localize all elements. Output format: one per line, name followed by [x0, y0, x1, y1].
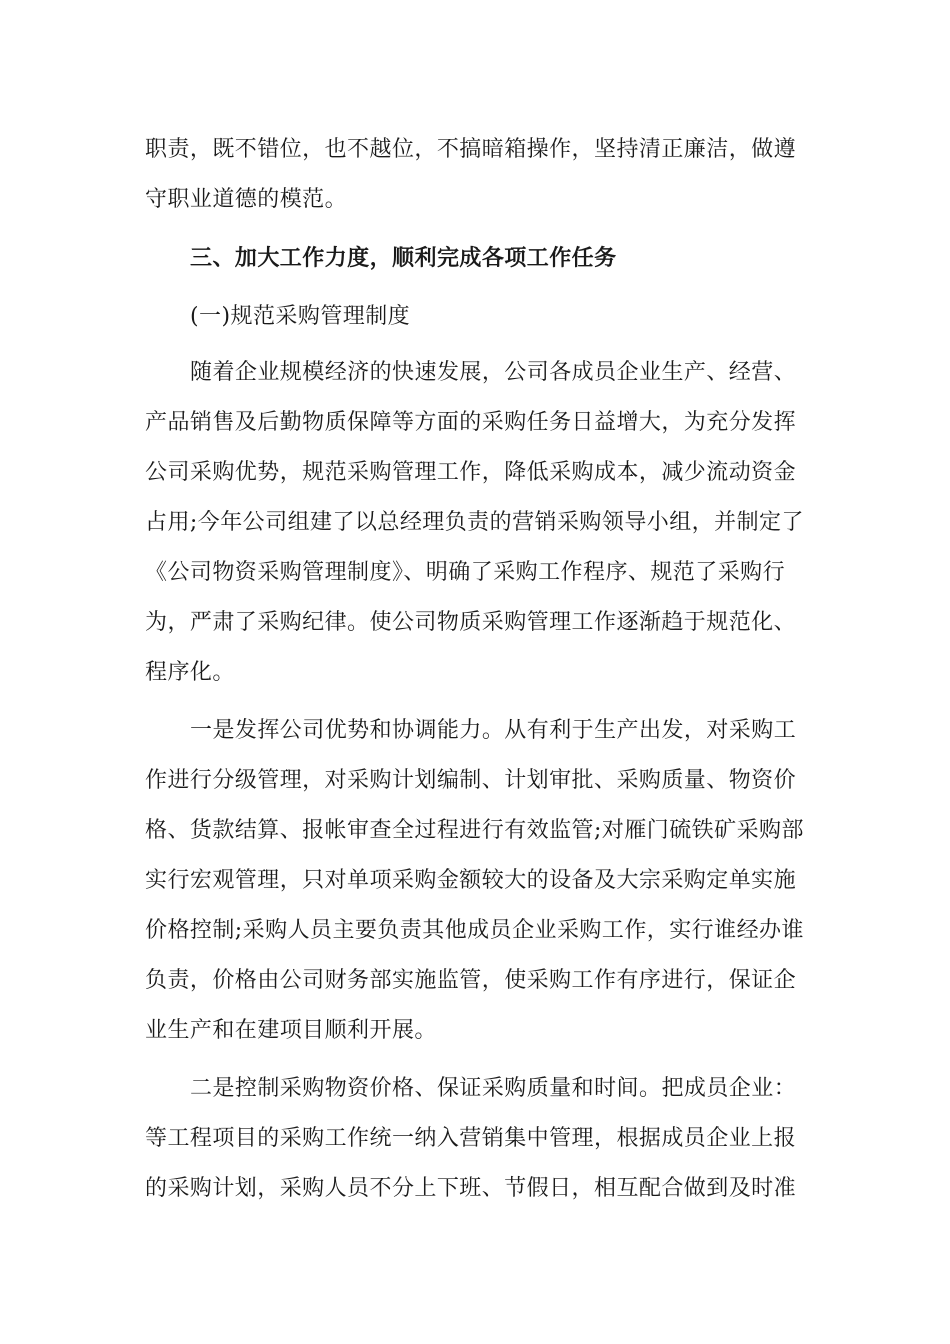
text-line: 随着企业规模经济的快速发展，公司各成员企业生产、经营、 [190, 360, 797, 385]
text-line: 程序化。 [145, 660, 235, 685]
text-line: 产品销售及后勤物质保障等方面的采购任务日益增大，为充分发挥 [145, 410, 797, 435]
text-line: 等工程项目的采购工作统一纳入营销集中管理，根据成员企业上报 [145, 1126, 797, 1151]
text-line: 职责，既不错位，也不越位，不搞暗箱操作，坚持清正廉洁，做遵 [145, 137, 797, 162]
section-heading: 三、加大工作力度，顺利完成各项工作任务 [190, 245, 617, 271]
text-line: 价格控制;采购人员主要负责其他成员企业采购工作，实行谁经办谁 [145, 918, 804, 943]
text-line: 负责，价格由公司财务部实施监管，使采购工作有序进行，保证企 [145, 968, 797, 993]
text-line: 《公司物资采购管理制度》、明确了采购工作程序、规范了采购行 [145, 560, 786, 585]
text-line: 为，严肃了采购纪律。使公司物质采购管理工作逐渐趋于规范化、 [145, 610, 797, 635]
text-line: 的采购计划，采购人员不分上下班、节假日，相互配合做到及时准 [145, 1176, 797, 1201]
subsection-heading: (一)规范采购管理制度 [190, 304, 411, 329]
text-line: 实行宏观管理，只对单项采购金额较大的设备及大宗采购定单实施 [145, 868, 797, 893]
text-line: 格、货款结算、报帐审查全过程进行有效监管;对雁门硫铁矿采购部 [145, 818, 804, 843]
text-line: 作进行分级管理，对采购计划编制、计划审批、采购质量、物资价 [145, 768, 797, 793]
text-line: 占用;今年公司组建了以总经理负责的营销采购领导小组，并制定了 [145, 510, 804, 535]
text-line: 二是控制采购物资价格、保证采购质量和时间。把成员企业： [190, 1076, 797, 1101]
text-line: 守职业道德的模范。 [145, 187, 348, 212]
text-line: 业生产和在建项目顺利开展。 [145, 1018, 437, 1043]
text-line: 一是发挥公司优势和协调能力。从有利于生产出发，对采购工 [190, 718, 797, 743]
text-line: 公司采购优势，规范采购管理工作，降低采购成本，减少流动资金 [145, 460, 797, 485]
